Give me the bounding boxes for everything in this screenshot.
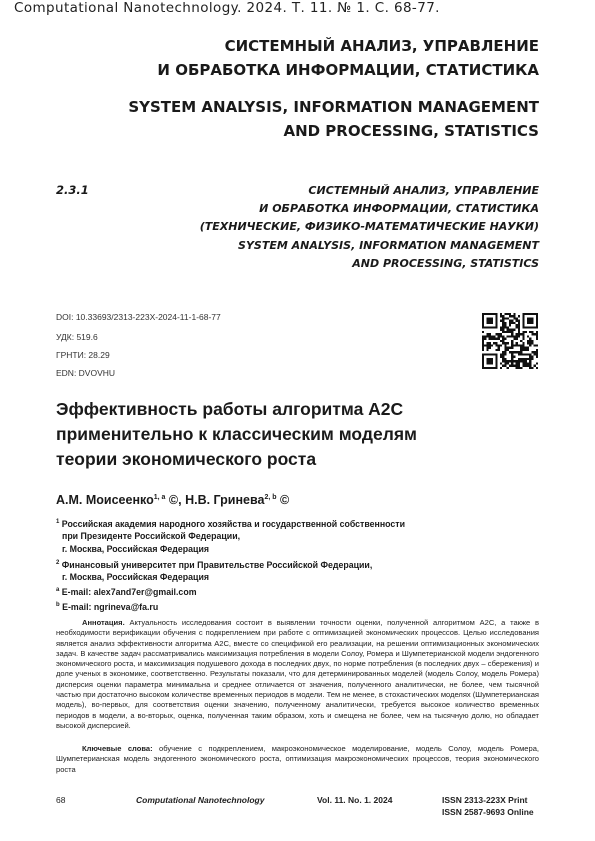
section-title-ru xyxy=(157,34,539,82)
article-title-line: теории экономического роста xyxy=(56,449,317,469)
article-title-line: применительно к классическим моделям xyxy=(56,424,417,444)
affiliation-2 xyxy=(56,557,372,584)
affiliation-line: Финансовый университет при Правительстве Российской Федерации, xyxy=(61,559,373,570)
email-marker: a xyxy=(56,587,60,594)
keywords-label: Ключевые слова: xyxy=(82,744,153,753)
footer-journal: Computational Nanotechnology xyxy=(136,795,265,805)
email-a[interactable] xyxy=(56,587,197,597)
udk: УДК: 519.6 xyxy=(56,332,98,342)
email-marker: b xyxy=(56,602,60,609)
page-number: 68 xyxy=(56,795,66,805)
affiliation-line: Российская академия народного хозяйства и государственной собственности xyxy=(61,518,406,529)
copyright-icon: © xyxy=(280,493,290,507)
grnti: ГРНТИ: 28.29 xyxy=(56,350,110,360)
specialty-en-line: SYSTEM ANALYSIS, INFORMATION MANAGEMENT xyxy=(238,239,539,252)
authors xyxy=(56,493,289,507)
copyright-icon: © xyxy=(168,493,179,507)
affiliation-line: г. Москва, Российская Федерация xyxy=(62,572,209,583)
section-title-en-line1: SYSTEM ANALYSIS, INFORMATION MANAGEMENT xyxy=(128,98,539,116)
affiliation-line: г. Москва, Российская Федерация xyxy=(62,543,209,554)
affiliation-1 xyxy=(56,516,405,555)
doi[interactable]: DOI: 10.33693/2313-223X-2024-11-1-68-77 xyxy=(56,312,221,322)
specialty-ru xyxy=(200,182,539,236)
edn: EDN: DVOVHU xyxy=(56,368,116,378)
keywords xyxy=(56,744,539,775)
author-separator: , xyxy=(178,493,186,507)
affiliation-line: при Президенте Российской Федерации, xyxy=(62,531,241,542)
section-title-ru-line1: СИСТЕМНЫЙ АНАЛИЗ, УПРАВЛЕНИЕ xyxy=(224,37,539,55)
section-title-en-line2: AND PROCESSING, STATISTICS xyxy=(283,122,539,140)
email-text[interactable]: E-mail: alex7and7er@gmail.com xyxy=(61,587,197,597)
author-affiliation-marker: 1, a xyxy=(153,493,166,501)
email-text[interactable]: E-mail: ngrineva@fa.ru xyxy=(62,602,159,612)
specialty-ru-line: СИСТЕМНЫЙ АНАЛИЗ, УПРАВЛЕНИЕ xyxy=(308,184,539,197)
author-affiliation-marker: 2, b xyxy=(264,493,277,501)
specialty-code: 2.3.1 xyxy=(56,183,89,197)
footer-issn-online: ISSN 2587-9693 Online xyxy=(442,807,534,817)
author-name: Н.В. Гринева xyxy=(185,493,265,507)
footer-issn-print: ISSN 2313-223X Print xyxy=(442,795,528,805)
running-head: Computational Nanotechnology. 2024. Т. 11. № 1. С. 68-77. xyxy=(14,0,440,16)
affiliation-number: 2 xyxy=(56,560,60,566)
abstract xyxy=(56,618,539,731)
affiliation-number: 1 xyxy=(56,519,60,525)
specialty-ru-line: (ТЕХНИЧЕСКИЕ, ФИЗИКО-МАТЕМАТИЧЕСКИЕ НАУКИ) xyxy=(199,220,539,233)
specialty-en xyxy=(238,237,539,273)
section-title-en xyxy=(128,95,539,143)
keywords-text: обучение с подкреплением, макроэкономическое моделирование, модель Солоу, модель Ромера, Шумпетерианская модель эндогенного экономического роста, оптимизация макроэкономических процессов, теория экономического роста xyxy=(56,744,539,774)
qr-code-icon[interactable] xyxy=(482,313,538,369)
footer-volume: Vol. 11. No. 1. 2024 xyxy=(317,795,393,805)
abstract-text: Актуальность исследования состоит в выявлении точности оценки, полученной алгоритмом А2С, а также в необходимости верификации обучения с подкреплением при работе с оптимизацией экономических процессов. Целью исследования является анализ эффективности алгоритма А2С, вместе со спецификой его реализации, на решении оптимизационных экономических задач. В качестве задач рассматривались максимизация потребления в модели Солоу, Ромера и Шумпетерианской модели эндогенного экономического роста, и максимизация подушевого дохода в последних двух, по норме потребления (в последних двух – сбережения) и доле ученых в экономике, соответственно. Результаты показали, что для детерминированных моделей (модель Солоу, модель Ромера) дисперсия оценки параметра минимальна и среднее отличается от значения, полученного аналитически, не более, чем тысячной частью при достаточно высоком количестве временных периодов в модели. Тем не менее, в стохастических моделях (Шумпетерианская модель), во-первых, для соответствия оценки значению, полученному аналитически, требуется высокое количество временных периодов в модели, а во-вторых, оценка, полученная таким образом, хоть и смещена не более, чем на тысячную долю, но обладает высокой дисперсией. xyxy=(56,618,539,730)
email-b[interactable] xyxy=(56,602,158,612)
specialty-en-line: AND PROCESSING, STATISTICS xyxy=(352,257,539,270)
section-title-ru-line2: И ОБРАБОТКА ИНФОРМАЦИИ, СТАТИСТИКА xyxy=(157,61,539,79)
article-title xyxy=(56,397,496,472)
specialty-ru-line: И ОБРАБОТКА ИНФОРМАЦИИ, СТАТИСТИКА xyxy=(259,202,539,215)
author-name: А.М. Моисеенко xyxy=(56,493,154,507)
abstract-label: Аннотация. xyxy=(82,618,125,627)
article-title-line: Эффективность работы алгоритма А2С xyxy=(56,399,404,419)
